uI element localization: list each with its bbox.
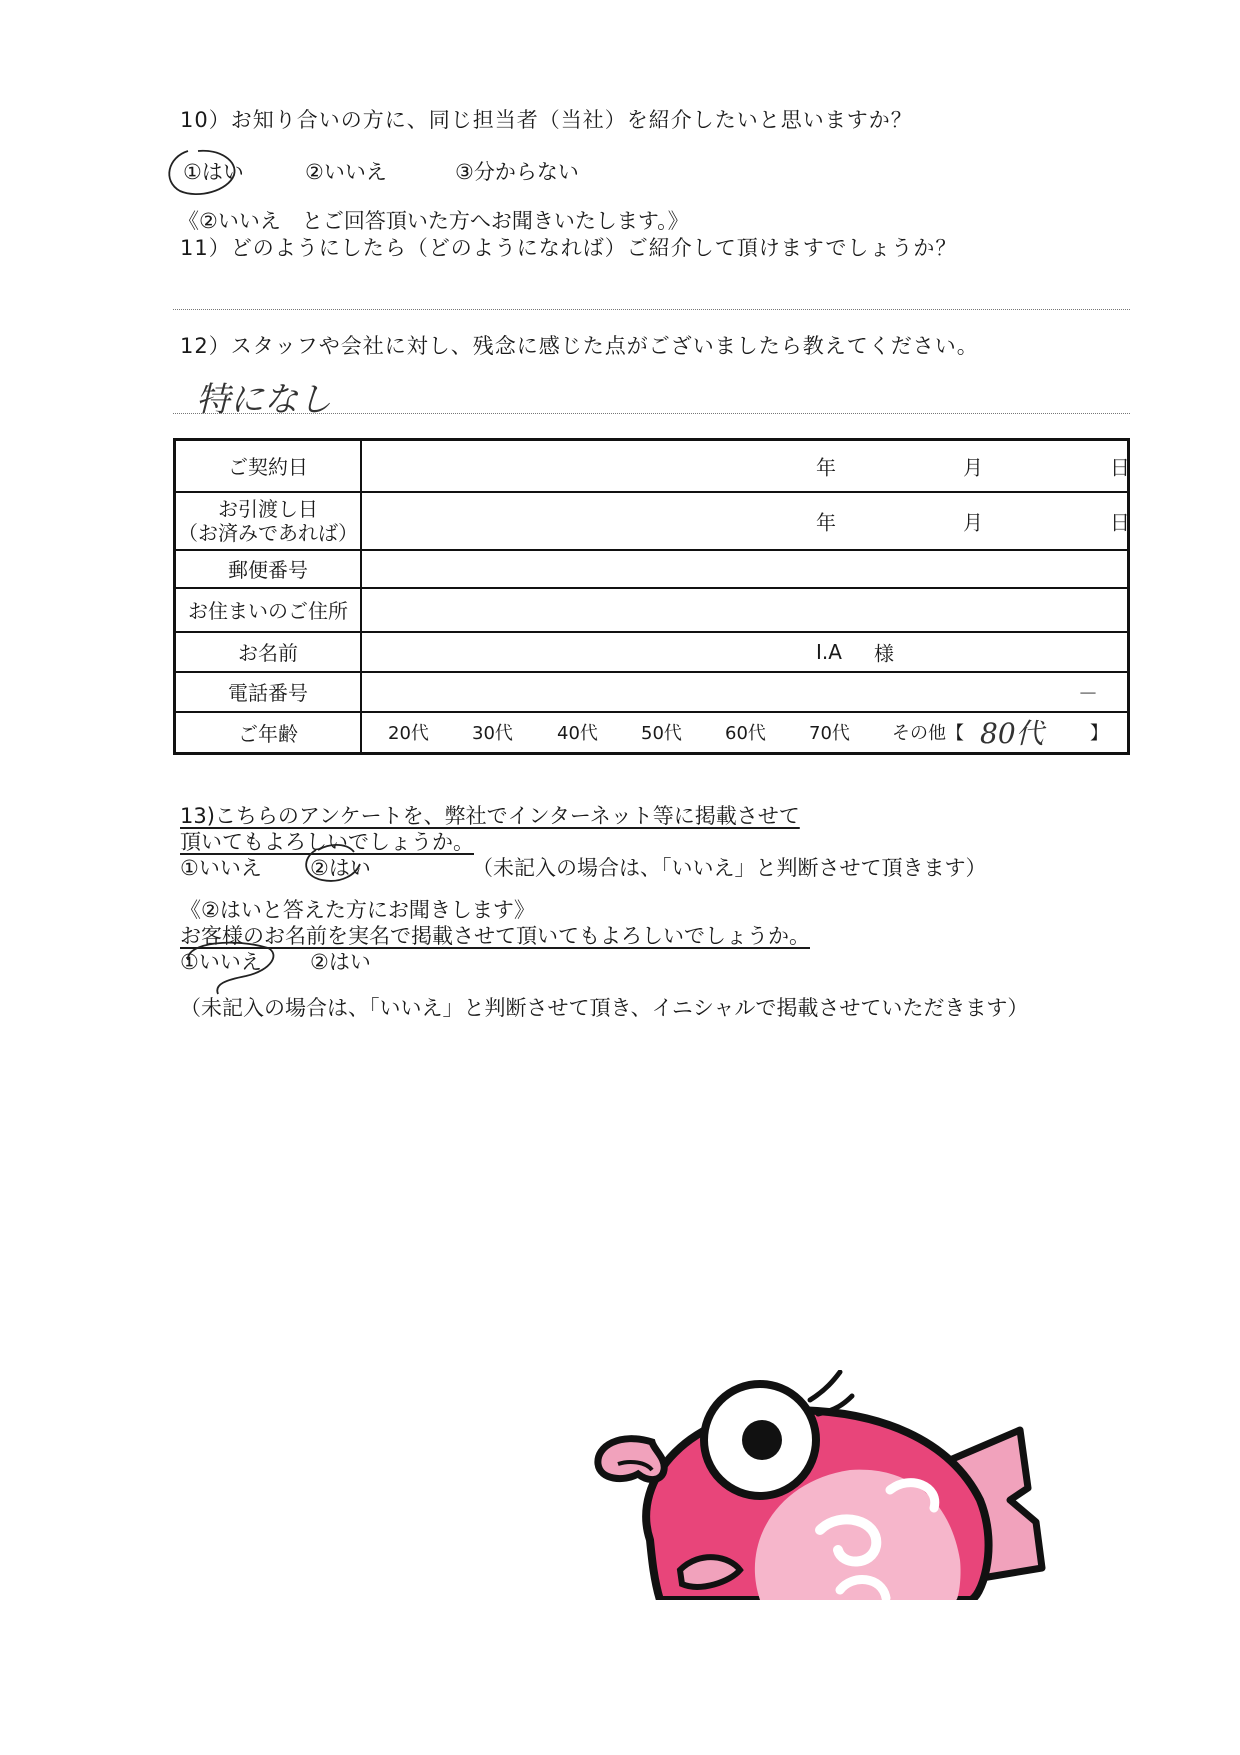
q10-selection-circle <box>158 143 248 201</box>
q14-question: お客様のお名前を実名で掲載させて頂いてもよろしいでしょうか。 <box>180 924 810 948</box>
delivery-date-field[interactable] <box>361 492 1129 550</box>
age-other-label: その他【 <box>892 723 964 745</box>
age-field <box>361 712 1129 754</box>
name-value: I.A <box>816 639 842 664</box>
contract-date-field[interactable] <box>361 440 1129 492</box>
phone-label: 電話番号 <box>175 672 362 712</box>
q14-note: （未記入の場合は、「いいえ」と判断させて頂き、イニシャルで掲載させていただきます） <box>180 996 1029 1020</box>
contract-year-unit: 年 <box>816 455 836 480</box>
age-option-20s[interactable]: 20代 <box>388 723 429 745</box>
age-row <box>175 712 1129 754</box>
delivery-date-label-main: お引渡し日 <box>218 496 318 521</box>
contract-month-unit: 月 <box>963 455 983 480</box>
name-label: お名前 <box>175 632 362 672</box>
postal-code-field[interactable] <box>361 550 1129 588</box>
q13-question-line1: 13)こちらのアンケートを、弊社でインターネット等に掲載させて <box>180 804 800 828</box>
contract-day-unit: 日 <box>1110 455 1130 480</box>
q13-selection-circle <box>298 838 378 890</box>
postal-code-row <box>175 550 1129 588</box>
age-label: ご年齢 <box>175 712 362 754</box>
age-option-70s[interactable]: 70代 <box>809 723 850 745</box>
delivery-year-unit: 年 <box>816 510 836 534</box>
customer-info-table <box>173 438 1130 755</box>
address-label: お住まいのご住所 <box>175 588 362 632</box>
name-field[interactable] <box>361 632 1129 672</box>
contract-date-label: ご契約日 <box>175 440 362 492</box>
name-row <box>175 632 1129 672</box>
q10-option-yes[interactable]: ①はい <box>183 160 244 184</box>
q10-question: 10）お知り合いの方に、同じ担当者（当社）を紹介したいと思いますか？ <box>180 108 913 132</box>
delivery-date-row <box>175 492 1129 550</box>
q12-answer-line <box>173 413 1130 414</box>
contract-date-row <box>175 440 1129 492</box>
delivery-month-unit: 月 <box>963 510 983 534</box>
age-other-close: 】 <box>1090 723 1108 745</box>
phone-row <box>175 672 1129 712</box>
q13-option-no[interactable]: ①いいえ <box>180 856 262 880</box>
red-sea-bream-mascot-icon <box>590 1370 1050 1600</box>
q14-option-no[interactable]: ①いいえ <box>180 950 262 974</box>
age-option-50s[interactable]: 50代 <box>641 723 682 745</box>
phone-dash: － <box>1078 681 1098 705</box>
mascot-lips <box>598 1439 664 1480</box>
q11-note: 《②いいえ とご回答頂いた方へお聞きいたします。》 <box>178 209 689 233</box>
q12-handwritten-answer: 特になし <box>196 380 332 420</box>
q11-question: 11）どのようにしたら（どのようになれば）ご紹介して頂けますでしょうか？ <box>180 236 958 260</box>
q12-question: 12）スタッフや会社に対し、残念に感じた点がございましたら教えてください。 <box>180 334 979 358</box>
q10-option-unknown[interactable]: ③分からない <box>455 160 579 184</box>
delivery-day-unit: 日 <box>1110 510 1130 534</box>
q14-option-yes[interactable]: ②はい <box>310 950 371 974</box>
q13-option-yes[interactable]: ②はい <box>310 856 371 880</box>
mascot-pupil <box>742 1420 782 1460</box>
address-row <box>175 588 1129 632</box>
q10-option-no[interactable]: ②いいえ <box>305 160 387 184</box>
q13-question-line2: 頂いてもよろしいでしょうか。 <box>180 830 474 854</box>
address-field[interactable] <box>361 588 1129 632</box>
name-honorific: 様 <box>874 641 894 665</box>
delivery-date-label <box>175 492 362 550</box>
age-option-60s[interactable]: 60代 <box>725 723 766 745</box>
age-other-handwritten[interactable]: 80代 <box>980 717 1044 751</box>
q13-note: （未記入の場合は、「いいえ」と判断させて頂きます） <box>472 856 987 880</box>
delivery-date-label-sub: （お済みであれば） <box>178 520 358 545</box>
age-option-30s[interactable]: 30代 <box>472 723 513 745</box>
q14-intro: 《②はいと答えた方にお聞きします》 <box>180 898 535 922</box>
phone-field[interactable] <box>361 672 1129 712</box>
q14-selection-circle <box>176 932 286 998</box>
postal-code-label: 郵便番号 <box>175 550 362 588</box>
age-option-40s[interactable]: 40代 <box>557 723 598 745</box>
q11-answer-line <box>173 309 1130 310</box>
